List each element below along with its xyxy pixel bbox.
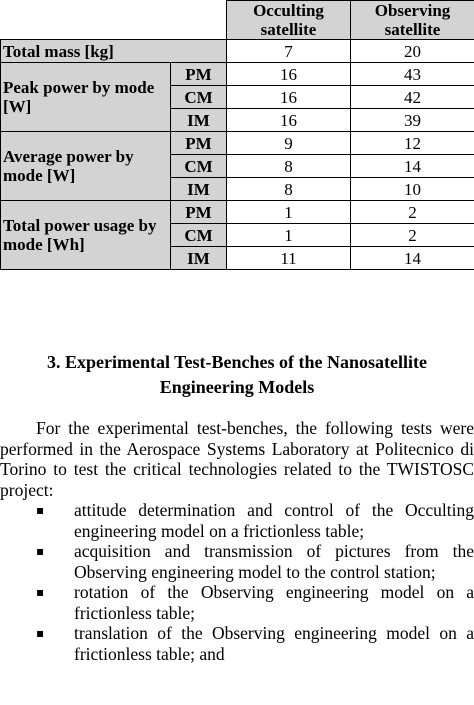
header-observing: Observing satellite xyxy=(351,1,474,40)
value-cell: 1 xyxy=(227,201,351,224)
list-item-text: rotation of the Observing engineering model on a frictionless table; xyxy=(74,582,474,623)
mode-cell: CM xyxy=(171,86,227,109)
bullet-icon: ▪ xyxy=(36,626,45,640)
table-row xyxy=(1,132,474,155)
group-label-average: Average power by mode [W] xyxy=(1,132,171,201)
value-cell: 16 xyxy=(227,86,351,109)
list-item xyxy=(0,582,474,623)
value-cell: 9 xyxy=(227,132,351,155)
total-mass-occulting: 7 xyxy=(227,40,351,63)
header-row xyxy=(1,1,474,40)
test-list xyxy=(0,500,474,664)
total-mass-row xyxy=(1,40,474,63)
mode-cell: CM xyxy=(171,224,227,247)
bullet-icon: ▪ xyxy=(36,544,45,558)
mode-cell: PM xyxy=(171,132,227,155)
list-item xyxy=(0,541,474,582)
bullet-icon: ▪ xyxy=(36,503,45,517)
mode-cell: IM xyxy=(171,178,227,201)
value-cell: 11 xyxy=(227,247,351,270)
value-cell: 42 xyxy=(351,86,474,109)
list-item xyxy=(0,623,474,664)
list-item-text: acquisition and transmission of pictures from the Observing engineering model to the control station; xyxy=(74,541,474,582)
table-row xyxy=(1,63,474,86)
total-mass-observing: 20 xyxy=(351,40,474,63)
group-label-total-usage: Total power usage by mode [Wh] xyxy=(1,201,171,270)
header-blank-cell xyxy=(1,1,227,40)
total-mass-label: Total mass [kg] xyxy=(1,40,227,63)
value-cell: 1 xyxy=(227,224,351,247)
value-cell: 16 xyxy=(227,63,351,86)
value-cell: 43 xyxy=(351,63,474,86)
mode-cell: PM xyxy=(171,63,227,86)
value-cell: 14 xyxy=(351,247,474,270)
intro-paragraph: For the experimental test-benches, the following tests were performed in the Aerospace Systems Laboratory at Politecnico di Torino to test the critical technologies related to the TWISTOSC project: xyxy=(0,418,474,500)
mode-cell: IM xyxy=(171,109,227,132)
value-cell: 16 xyxy=(227,109,351,132)
table-row xyxy=(1,201,474,224)
section-heading: 3. Experimental Test-Benches of the Nanosatellite Engineering Models xyxy=(47,352,427,397)
value-cell: 12 xyxy=(351,132,474,155)
mode-cell: PM xyxy=(171,201,227,224)
list-item-text: attitude determination and control of the Occulting engineering model on a frictionless table; xyxy=(74,500,474,541)
header-occulting: Occulting satellite xyxy=(227,1,351,40)
list-item-text: translation of the Observing engineering model on a frictionless table; and xyxy=(74,623,474,664)
value-cell: 39 xyxy=(351,109,474,132)
value-cell: 14 xyxy=(351,155,474,178)
value-cell: 2 xyxy=(351,224,474,247)
list-item xyxy=(0,500,474,541)
spec-table xyxy=(0,0,474,270)
value-cell: 2 xyxy=(351,201,474,224)
value-cell: 8 xyxy=(227,178,351,201)
mode-cell: IM xyxy=(171,247,227,270)
section-3 xyxy=(0,350,474,664)
mode-cell: CM xyxy=(171,155,227,178)
value-cell: 10 xyxy=(351,178,474,201)
value-cell: 8 xyxy=(227,155,351,178)
bullet-icon: ▪ xyxy=(36,585,45,599)
group-label-peak: Peak power by mode [W] xyxy=(1,63,171,132)
